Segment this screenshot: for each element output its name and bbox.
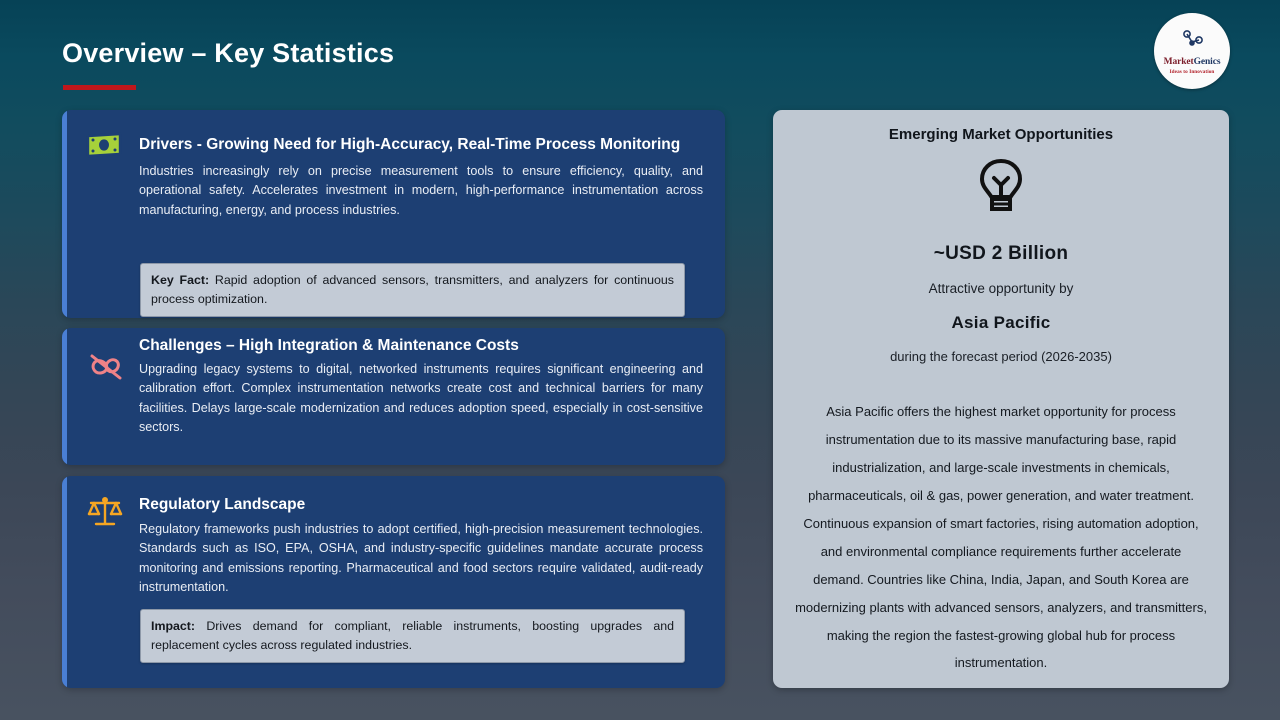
broken-link-icon bbox=[86, 350, 126, 389]
drivers-card-body bbox=[139, 132, 703, 220]
challenges-card-text: Upgrading legacy systems to digital, networked instruments requires significant engineering and calibration effort. Complex instrumentation networks create cost and technical barriers for many facilities. Delays large-scale modernization and reduces adoption speed, especially in cost-sensitive sectors. bbox=[139, 362, 703, 434]
lightbulb-icon bbox=[789, 157, 1213, 215]
regulatory-card-body bbox=[139, 492, 703, 597]
logo-wordmark-genics: Genics bbox=[1193, 57, 1221, 67]
balance-scale-icon bbox=[86, 495, 124, 534]
regulatory-card-text: Regulatory frameworks push industries to adopt certified, high-precision measurement technologies. Standards such as ISO, EPA, OSHA, and industry-specific guidelines mandate accurate process monitoring and emissions reporting. Pharmaceutical and food sectors require validated, audit-ready instrumentation. bbox=[139, 522, 703, 594]
impact-text: Drives demand for compliant, reliable instruments, boosting upgrades and replacement cycles across regulated industries. bbox=[151, 619, 674, 652]
title-underline-accent bbox=[63, 85, 136, 90]
challenges-card-title: Challenges – High Integration & Maintenance Costs bbox=[139, 337, 519, 354]
key-fact-callout bbox=[140, 263, 685, 317]
page-title: Overview – Key Statistics bbox=[62, 38, 395, 68]
challenges-card-body bbox=[139, 333, 703, 437]
region-description: Asia Pacific offers the highest market opportunity for process instrumentation due to its massive manufacturing base, rapid industrialization, and large-scale investments in chemicals, pharmaceuticals, oil & gas, power generation, and water treatment. Continuous expansion of smart factories, rising automation adoption, and environmental compliance requirements further accelerate demand. Countries like China, India, Japan, and South Korea are modernizing plants with advanced sensors, analyzers, and transmitters, making the region the fastest-growing global hub for process instrumentation. bbox=[795, 404, 1207, 671]
regulatory-card-title: Regulatory Landscape bbox=[139, 496, 306, 513]
key-fact-text: Rapid adoption of advanced sensors, transmitters, and analyzers for continuous process optimization. bbox=[151, 273, 675, 306]
logo-tagline: Ideas to Innovation bbox=[1169, 69, 1215, 75]
market-value: ~USD 2 Billion bbox=[933, 243, 1069, 264]
emerging-market-panel bbox=[773, 110, 1229, 688]
market-value-subtitle: Attractive opportunity by bbox=[928, 281, 1074, 296]
network-node-icon bbox=[1179, 29, 1205, 56]
impact-callout bbox=[140, 609, 685, 663]
logo-wordmark-market: Market bbox=[1163, 57, 1194, 67]
money-banknote-icon bbox=[86, 131, 122, 164]
logo-wordmark bbox=[1164, 58, 1221, 68]
challenges-card bbox=[62, 328, 725, 465]
impact-label: Impact: bbox=[151, 619, 196, 633]
drivers-card-text: Industries increasingly rely on precise measurement tools to ensure efficiency, quality, and operational safety. Accelerates investment in modern, high-performance instrumentation across manufacturing, energy, and process industries. bbox=[139, 164, 703, 217]
drivers-card-title: Drivers - Growing Need for High-Accuracy, Real-Time Process Monitoring bbox=[139, 136, 681, 153]
company-logo bbox=[1154, 13, 1230, 89]
forecast-period: during the forecast period (2026-2035) bbox=[890, 349, 1112, 364]
key-fact-label: Key Fact: bbox=[151, 273, 210, 287]
emerging-market-title: Emerging Market Opportunities bbox=[888, 126, 1114, 143]
leading-region: Asia Pacific bbox=[951, 313, 1051, 332]
